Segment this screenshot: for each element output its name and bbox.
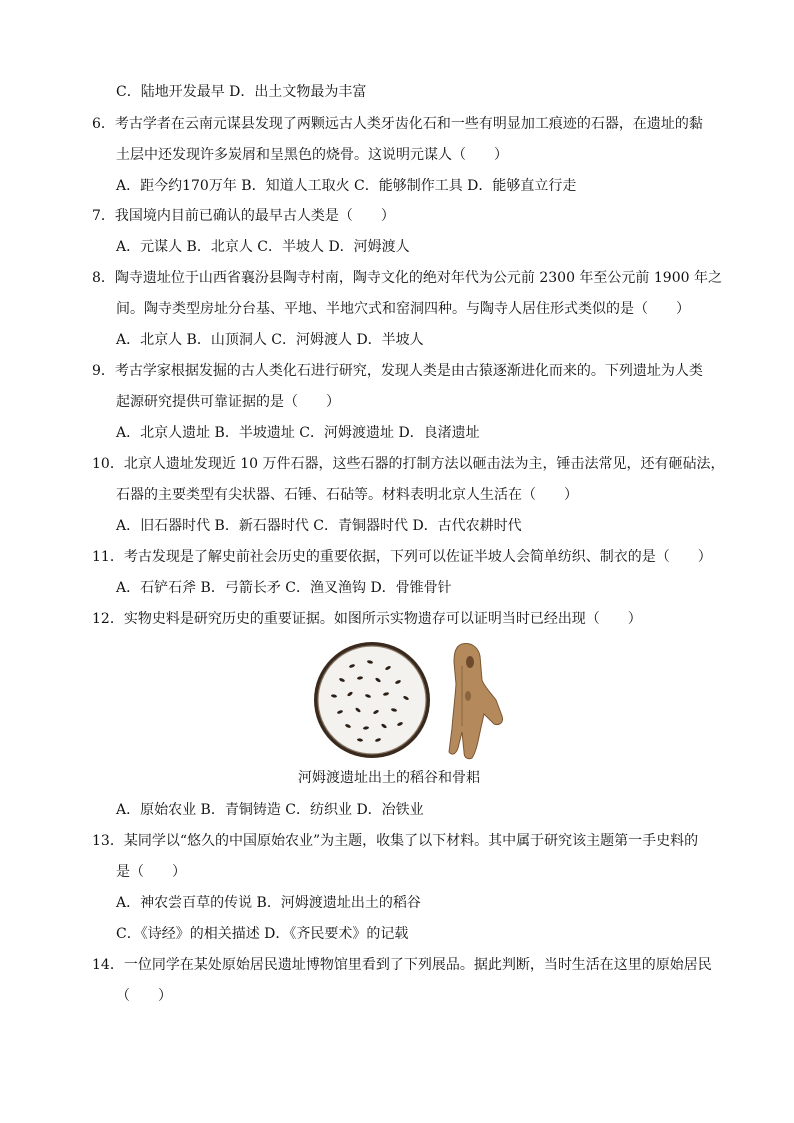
- q10-options: A．旧石器时代 B．新石器时代 C．青铜器时代 D．古代农耕时代: [116, 518, 522, 534]
- rice-grains-disc-icon: [312, 636, 512, 764]
- q11-stem: 11．考古发现是了解史前社会历史的重要依据，下列可以佐证半坡人会简单纺织、制衣的是（ ）: [92, 549, 712, 565]
- bone-spade-icon: [449, 644, 503, 759]
- q12-options: A．原始农业 B．青铜铸造 C．纺织业 D．冶铁业: [116, 802, 424, 818]
- q7-options: A．元谋人 B．北京人 C．半坡人 D．河姆渡人: [116, 239, 410, 255]
- q5-options-cd: C．陆地开发最早 D．出土文物最为丰富: [116, 84, 367, 100]
- q8-stem-line2: 间。陶寺类型房址分台基、平地、半地穴式和窑洞四种。与陶寺人居住形式类似的是（ ）: [116, 301, 690, 317]
- q8-stem-line1: 8．陶寺遗址位于山西省襄汾县陶寺村南，陶寺文化的绝对年代为公元前 2300 年至公元前 1900 年之: [92, 270, 722, 286]
- q14-stem-line1: 14．一位同学在某处原始居民遗址博物馆里看到了下列展品。据此判断，当时生活在这里的原始居民: [92, 957, 712, 973]
- q6-options: A．距今约170万年 B．知道人工取火 C．能够制作工具 D．能够直立行走: [116, 178, 577, 194]
- q12-stem: 12．实物史料是研究历史的重要证据。如图所示实物遗存可以证明当时已经出现（ ）: [92, 611, 642, 627]
- q11-options: A．石铲石斧 B．弓箭长矛 C．渔叉渔钩 D．骨锥骨针: [116, 580, 452, 596]
- q6-stem-line2: 土层中还发现许多炭屑和呈黑色的烧骨。这说明元谋人（ ）: [116, 147, 508, 163]
- q9-stem-line1: 9．考古学家根据发掘的古人类化石进行研究，发现人类是由古猿逐渐进化而来的。下列遗址为人类: [92, 363, 703, 379]
- q7-stem: 7．我国境内目前已确认的最早古人类是（ ）: [92, 208, 395, 224]
- q12-figure: [312, 636, 512, 764]
- q14-stem-line2: （ ）: [116, 988, 172, 1004]
- q13-stem-line1: 13．某同学以“悠久的中国原始农业”为主题，收集了以下材料。其中属于研究该主题第一手史料的: [92, 833, 699, 849]
- figure-caption: 河姆渡遗址出土的稻谷和骨耜: [298, 770, 480, 786]
- q13-options-cd: C．《诗经》的相关描述 D．《齐民要术》的记载: [116, 926, 409, 942]
- q8-options: A．北京人 B．山顶洞人 C．河姆渡人 D．半坡人: [116, 332, 424, 348]
- q9-stem-line2: 起源研究提供可靠证据的是（ ）: [116, 394, 340, 410]
- q9-options: A．北京人遗址 B．半坡遗址 C．河姆渡遗址 D．良渚遗址: [116, 425, 480, 441]
- q6-stem-line1: 6．考古学者在云南元谋县发现了两颗远古人类牙齿化石和一些有明显加工痕迹的石器，在遗址的黏: [92, 116, 703, 132]
- q13-options-ab: A．神农尝百草的传说 B．河姆渡遗址出土的稻谷: [116, 895, 421, 911]
- q10-stem-line1: 10．北京人遗址发现近 10 万件石器，这些石器的打制方法以砸击法为主，锤击法常见，还有砸砧法，: [92, 456, 725, 472]
- q10-stem-line2: 石器的主要类型有尖状器、石锤、石砧等。材料表明北京人生活在（ ）: [116, 487, 578, 503]
- q13-stem-line2: 是（ ）: [116, 864, 186, 880]
